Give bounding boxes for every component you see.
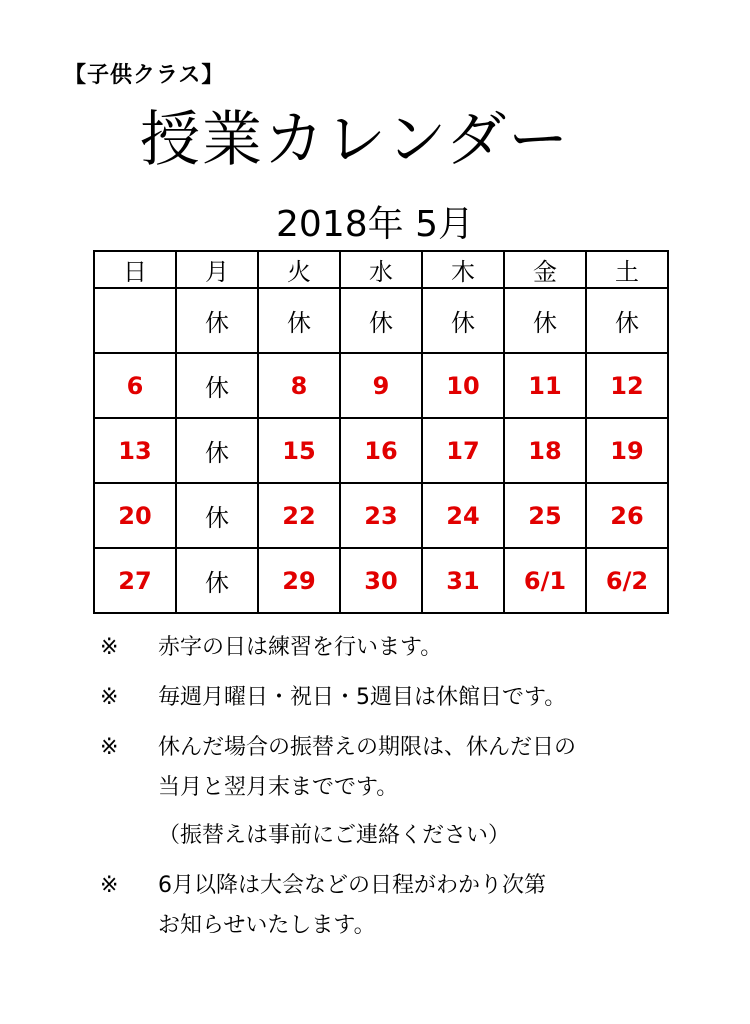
calendar-week-row: [94, 288, 668, 353]
calendar-day-cell: 休: [504, 288, 586, 353]
calendar-day-cell: 22: [258, 483, 340, 548]
note-item: [100, 866, 720, 946]
calendar-day-cell: 休: [176, 483, 258, 548]
calendar-day-cell: 8: [258, 353, 340, 418]
weekday-header-row: [94, 251, 668, 288]
calendar-day-cell: 休: [340, 288, 422, 353]
calendar-day-cell: 休: [586, 288, 668, 353]
calendar-day-cell: 13: [94, 418, 176, 483]
calendar-body: [94, 288, 668, 613]
calendar-day-cell: 12: [586, 353, 668, 418]
calendar-day-cell: 23: [340, 483, 422, 548]
weekday-fri: 金: [504, 251, 586, 288]
note-item: [100, 628, 720, 668]
note-line: 6月以降は大会などの日程がわかり次第: [158, 873, 546, 898]
note-line: 毎週月曜日・祝日・5週目は休館日です。: [158, 685, 567, 710]
calendar-day-cell: 20: [94, 483, 176, 548]
calendar-day-cell: 11: [504, 353, 586, 418]
calendar-day-cell: 31: [422, 548, 504, 613]
calendar-day-cell: 6: [94, 353, 176, 418]
note-mark-icon: ※: [100, 873, 119, 898]
note-text: [158, 866, 720, 946]
weekday-tue: 火: [258, 251, 340, 288]
note-line: お知らせいたします。: [158, 913, 376, 938]
weekday-sun: 日: [94, 251, 176, 288]
calendar-day-cell: 休: [176, 548, 258, 613]
calendar-day-cell: 15: [258, 418, 340, 483]
notes-list: [100, 628, 720, 956]
calendar-day-cell: 10: [422, 353, 504, 418]
calendar-day-cell: 26: [586, 483, 668, 548]
class-tag: 【子供クラス】: [64, 63, 225, 88]
calendar-day-cell: 27: [94, 548, 176, 613]
note-text: [158, 728, 720, 856]
calendar-day-cell: 25: [504, 483, 586, 548]
note-mark-icon: ※: [100, 685, 119, 710]
calendar-week-row: [94, 483, 668, 548]
note-mark-icon: ※: [100, 635, 119, 660]
month-title: 2018年 5月: [276, 204, 474, 245]
calendar-week-row: [94, 353, 668, 418]
weekday-sat: 土: [586, 251, 668, 288]
note-subline: （振替えは事前にご連絡ください）: [158, 823, 511, 848]
calendar-day-cell: 9: [340, 353, 422, 418]
note-line: 休んだ場合の振替えの期限は、休んだ日の: [158, 735, 577, 760]
calendar-week-row: [94, 548, 668, 613]
weekday-thu: 木: [422, 251, 504, 288]
calendar-day-cell: 6/1: [504, 548, 586, 613]
calendar-day-cell: 30: [340, 548, 422, 613]
calendar-week-row: [94, 418, 668, 483]
calendar-day-cell: 休: [258, 288, 340, 353]
calendar-day-cell: 休: [176, 353, 258, 418]
note-text: [158, 678, 720, 718]
calendar-day-cell: 休: [176, 418, 258, 483]
calendar-day-cell: 休: [176, 288, 258, 353]
calendar-day-cell: 24: [422, 483, 504, 548]
note-mark-icon: ※: [100, 735, 119, 760]
calendar-day-cell: 休: [422, 288, 504, 353]
weekday-mon: 月: [176, 251, 258, 288]
note-line: 当月と翌月末までです。: [158, 775, 399, 800]
page-title: 授業カレンダー: [140, 105, 571, 175]
calendar-day-cell: 19: [586, 418, 668, 483]
note-item: [100, 678, 720, 718]
calendar-day-cell: 6/2: [586, 548, 668, 613]
note-text: [158, 628, 720, 668]
note-line: 赤字の日は練習を行います。: [158, 635, 443, 660]
calendar-day-cell: 16: [340, 418, 422, 483]
calendar-day-cell: 18: [504, 418, 586, 483]
note-item: [100, 728, 720, 856]
calendar-day-cell: [94, 288, 176, 353]
calendar-table: [93, 250, 669, 614]
weekday-wed: 水: [340, 251, 422, 288]
calendar-day-cell: 17: [422, 418, 504, 483]
calendar-day-cell: 29: [258, 548, 340, 613]
